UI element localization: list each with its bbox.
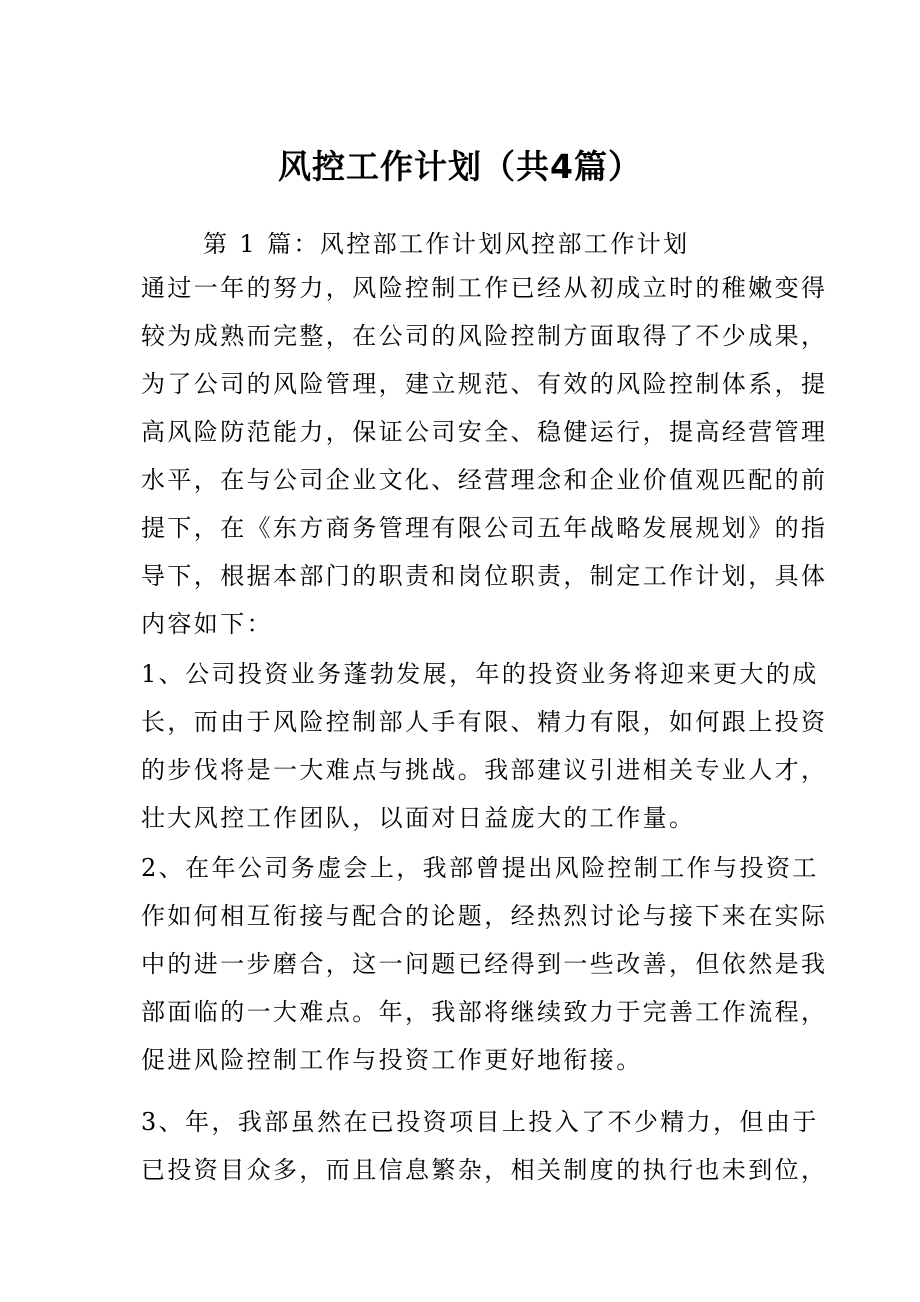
text-line: 提下，在《东方商务管理有限公司五年战略发展规划》的指 [141,514,828,542]
text-line: 长，而由于风险控制部人手有限、精力有限，如何跟上投资 [141,708,828,736]
text-line: 的步伐将是一大难点与挑战。我部建议引进相关专业人才， [141,756,828,784]
text-line: 3、年，我部虽然在已投资项目上投入了不少精力，但由于 [141,1108,819,1136]
text-line: 1、公司投资业务蓬勃发展，年的投资业务将迎来更大的成 [141,660,819,688]
text-line: 导下，根据本部门的职责和岗位职责，制定工作计划，具体 [141,562,828,590]
paragraph-spacer [141,1084,791,1098]
text-line: 高风险防范能力，保证公司安全、稳健运行，提高经营管理 [141,418,828,446]
text-line: 部面临的一大难点。年，我部将继续致力于完善工作流程， [141,998,828,1026]
paragraph-intro [141,264,828,648]
text-line: 为了公司的风险管理，建立规范、有效的风险控制体系，提 [141,370,828,398]
paragraph-item-2 [141,844,828,1084]
text-line: 内容如下： [141,610,273,638]
document-title: 风控工作计划（共4篇） [278,147,642,186]
text-line: 2、在年公司务虚会上，我部曾提出风险控制工作与投资工 [141,854,819,882]
text-line: 通过一年的努力，风险控制工作已经从初成立时的稚嫩变得 [141,274,828,302]
text-line: 中的进一步磨合，这一问题已经得到一些改善，但依然是我 [141,950,828,978]
text-line: 壮大风控工作团队，以面对日益庞大的工作量。 [141,804,696,832]
text-line: 促进风险控制工作与投资工作更好地衔接。 [141,1046,643,1074]
text-line: 水平，在与公司企业文化、经营理念和企业价值观匹配的前 [141,466,828,494]
paragraph-item-1 [141,650,828,842]
document-body [141,224,828,1194]
text-line: 较为成熟而完整，在公司的风险控制方面取得了不少成果， [141,322,828,350]
text-line: 已投资目众多，而且信息繁杂，相关制度的执行也未到位， [141,1156,828,1184]
paragraph-item-3 [141,1098,828,1194]
section-heading: 第 1 篇：风控部工作计划风控部工作计划 [203,230,690,258]
text-line: 作如何相互衔接与配合的论题，经热烈讨论与接下来在实际 [141,902,828,930]
